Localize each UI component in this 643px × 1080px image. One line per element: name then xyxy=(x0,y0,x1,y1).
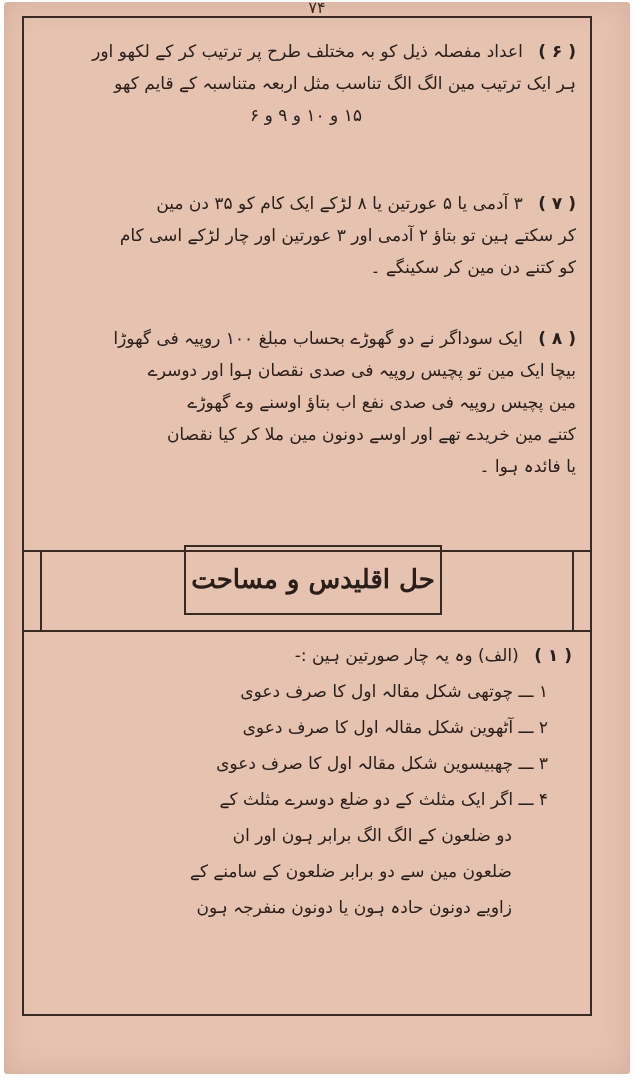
question-8-number: ( ۸ ) xyxy=(538,329,576,349)
question-8-line-1: ( ۸ ) ایک سوداگر نے دو گھوڑے بحساب مبلغ ۱۰۰ روپیہ فی گھوڑا xyxy=(113,329,576,349)
answer-1-number: ( ۱ ) xyxy=(534,646,572,666)
question-6-line-1: ( ۶ ) اعداد مفصلہ ذیل کو بہ مختلف طرح پر ترتیب کر کے لکھو اور xyxy=(92,42,576,62)
answer-item-4: ۴ ـــ اگر ایک مثلث کے دو ضلع دوسرے مثلث کے xyxy=(219,790,548,810)
question-7-line-3: کو کتنے دن مین کر سکینگے ۔ xyxy=(370,258,576,278)
answer-item-3: ۳ ـــ چھبیسوین شکل مقالہ اول کا صرف دعوی xyxy=(216,754,548,774)
answer-item-2: ۲ ـــ آٹھوین شکل مقالہ اول کا صرف دعوی xyxy=(242,718,548,738)
question-7-line-2: کر سکتے ہین تو بتاؤ ۲ آدمی اور ۳ عورتین اور چار لڑکے اسی کام xyxy=(119,226,576,246)
section-divider-left xyxy=(40,550,42,630)
question-8-line-2: بیچا ایک مین تو پچیس روپیہ فی صدی نقصان ہوا اور دوسرے xyxy=(147,361,576,381)
question-8-line-3: مین پچیس روپیہ فی صدی نفع اب بتاؤ اوسنے وے گھوڑے xyxy=(187,393,576,413)
answer-continuation-2: ضلعون مین سے دو برابر ضلعون کے سامنے کے xyxy=(189,862,512,882)
question-7-line-1: ( ۷ ) ۳ آدمی یا ۵ عورتین یا ۸ لڑکے ایک کام کو ۳۵ دن مین xyxy=(156,194,576,214)
answer-1-intro: ( ۱ ) (الف) وہ یہ چار صورتین ہین :- xyxy=(294,646,572,666)
question-8 xyxy=(36,323,576,483)
answer-1 xyxy=(52,638,572,926)
answer-item-1: ۱ ـــ چوتھی شکل مقالہ اول کا صرف دعوی xyxy=(240,682,548,702)
question-6-line-2: ہر ایک ترتیب مین الگ الگ تناسب مثل اربعہ متناسبہ کے قایم کھو xyxy=(114,74,576,94)
question-8-line-4: کتنے مین خریدے تھے اور اوسے دونون مین ملا کر کیا نقصان xyxy=(166,425,576,445)
question-6-number: ( ۶ ) xyxy=(538,42,576,62)
page-number: ۷۴ xyxy=(308,0,326,17)
section-divider-right xyxy=(572,550,574,630)
question-6-numbers: ۱۵ و ۱۰ و ۹ و ۶ xyxy=(250,106,362,126)
answer-continuation-3: زاویے دونون حادہ ہون یا دونون منفرجہ ہون xyxy=(196,898,512,918)
question-8-line-5: یا فائدہ ہوا ۔ xyxy=(479,457,576,477)
book-page xyxy=(4,2,630,1074)
question-6 xyxy=(36,36,576,132)
section-title: حل اقلیدس و مساحت xyxy=(184,545,442,615)
answer-continuation-1: دو ضلعون کے الگ الگ برابر ہون اور ان xyxy=(232,826,512,846)
question-7 xyxy=(36,188,576,284)
section-divider-bottom xyxy=(24,630,590,632)
question-7-number: ( ۷ ) xyxy=(538,194,576,214)
